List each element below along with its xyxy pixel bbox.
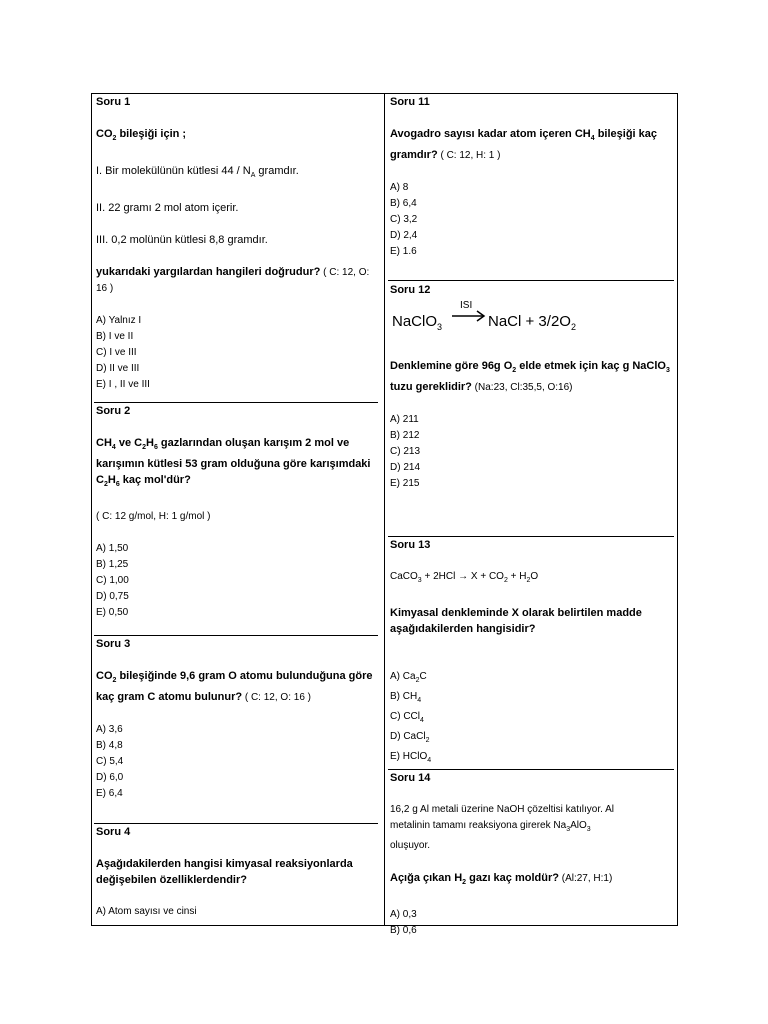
question-title: Soru 2 [96,405,131,417]
question-prompt-line-1: 16,2 g Al metali üzerine NaOH çözeltisi katılıyor. Al [390,804,614,815]
option-a[interactable]: A) 3,6 [96,724,123,736]
option-b[interactable]: B) $CH_4$ [390,691,422,704]
option-e[interactable]: E) 0,50 [96,607,129,619]
question-prompt-line-2: kaç gram C atomu bulunur? ( C: 12, O: 16 ) [96,691,311,704]
option-b[interactable]: B) 4,8 [96,740,123,752]
option-e[interactable]: E) 1.6 [390,246,417,258]
question-prompt-line-2: değişebilen özelliklerdendir? [96,874,247,886]
answer-options [96,541,378,621]
answer-options [96,904,378,920]
question-prompt-line-1: Denklemine göre 96g $O_2$ elde etmek için kaç g NaClO$_3$ [390,360,670,375]
question-prompt-line-2: aşağıdakilerden hangisidir? [390,623,536,635]
option-c[interactable]: C) CCl$_4$ [390,711,424,724]
option-b[interactable]: B) 1,25 [96,559,129,571]
option-c[interactable]: C) 3,2 [390,214,418,226]
heat-label: ISI [460,300,473,311]
question-separator [388,536,674,537]
option-c[interactable]: C) 1,00 [96,575,129,587]
question-separator [94,402,378,403]
option-c[interactable]: C) I ve III [96,347,137,359]
option-c[interactable]: C) 213 [390,446,421,458]
option-d[interactable]: D) 2,4 [390,230,418,242]
answer-options [96,722,378,802]
question-separator [94,635,378,636]
answer-options [390,907,674,939]
option-e[interactable]: E) HClO$_4$ [390,751,432,764]
option-b[interactable]: B) 6,4 [390,198,417,210]
question-prompt: $CO_2$ bileşiği için ; [96,128,187,143]
reaction-equation: CaCO$_3$ + $2HCl \to X + CO_2 + H_2O$ [390,571,539,584]
question-ask: yukarıdaki yargılardan hangileri doğrudur? ( C: 12, O: [96,266,370,279]
question-4 [96,823,378,920]
question-title: Soru 14 [390,772,431,784]
question-3 [96,635,378,802]
question-title: Soru 12 [390,284,431,296]
option-a[interactable]: A) 8 [390,182,409,194]
option-a[interactable]: A) 211 [390,414,419,426]
option-c[interactable]: C) 5,4 [96,756,124,768]
option-b[interactable]: B) 0,6 [390,925,417,937]
reaction-equation [390,298,674,342]
option-d[interactable]: D) 214 [390,462,421,474]
question-14 [390,769,674,939]
question-prompt-line-3: oluşuyor. [390,840,431,851]
option-a[interactable]: A) 0,3 [390,909,417,921]
question-11 [390,94,674,260]
option-a[interactable]: A) 1,50 [96,543,129,555]
question-prompt-line-1: $CO_2$ bileşiğinde 9,6 gram O atomu bulunduğuna göre [96,670,373,685]
statement-3: III. 0,2 molünün kütlesi 8,8 gramdır. [96,234,268,247]
question-title: Soru 3 [96,638,131,650]
option-a[interactable]: A) Yalnız I [96,315,142,327]
option-e[interactable]: E) 6,4 [96,788,123,800]
question-12 [390,280,674,492]
option-b[interactable]: B) 212 [390,430,420,442]
answer-options [96,313,378,393]
question-title: Soru 13 [390,539,431,551]
option-a[interactable]: A) Atom sayısı ve cinsi [96,906,197,917]
question-prompt-line-2: gramdır? ( C: 12, H: 1 ) [390,149,501,162]
question-prompt-line-1: Kimyasal denkleminde X olarak belirtilen madde [390,607,642,619]
question-prompt-line-3: $C_2H_6$ kaç mol'dür? [96,474,191,489]
question-prompt-line-1: $CH_4$ ve $C_2H_6$ gazlarından oluşan karışım 2 mol ve [96,437,350,452]
answer-options [390,412,674,492]
statement-2: II. 22 gramı 2 mol atom içerir. [96,202,239,215]
option-d[interactable]: D) CaCl$_2$ [390,731,430,744]
reaction-arrow-icon [452,310,486,322]
question-prompt-line-1: Avogadro sayısı kadar atom içeren $CH_4$ bileşiği kaç [390,128,658,143]
answer-options [390,180,674,260]
option-d[interactable]: D) 6,0 [96,772,124,784]
reaction-reactant: NaClO$_3$ [392,313,443,332]
question-prompt-line-2: karışımın kütlesi 53 gram olduğuna göre karışımdaki [96,458,371,471]
option-e[interactable]: E) 215 [390,478,420,490]
question-2 [96,402,378,621]
reaction-products: NaCl + $3/2O_2$ [488,313,576,332]
column-divider [384,93,385,926]
question-13 [390,536,674,769]
question-separator [388,280,674,281]
question-separator [94,823,378,824]
option-d[interactable]: D) 0,75 [96,591,129,603]
question-title: Soru 4 [96,826,131,838]
question-title: Soru 11 [390,96,430,108]
question-ask-note: 16 ) [96,283,114,295]
question-prompt-line-1: Aşağıdakilerden hangisi kimyasal reaksiyonlarda [96,858,353,870]
option-b[interactable]: B) I ve II [96,331,134,343]
question-ask: Açığa çıkan $H_2$ gazı kaç moldür? (Al:27, H:1) [390,872,613,887]
statement-1: I. Bir molekülünün kütlesi $44 / N_A$ gramdır. [96,165,299,180]
question-title: Soru 1 [96,96,131,108]
question-prompt-line-2: tuzu gereklidir? (Na:23, Cl:35,5, O:16) [390,381,573,394]
option-a[interactable]: A) $Ca_2C$ [390,671,427,684]
question-prompt-line-2: metalinin tamamı reaksiyona girerek $Na_3AlO_3$ [390,820,591,833]
question-1 [96,94,378,393]
option-e[interactable]: E) I , II ve III [96,379,150,391]
answer-options [390,669,674,769]
option-d[interactable]: D) II ve III [96,363,140,375]
question-note: ( C: 12 g/mol, H: 1 g/mol ) [96,511,211,523]
question-separator [388,769,674,770]
